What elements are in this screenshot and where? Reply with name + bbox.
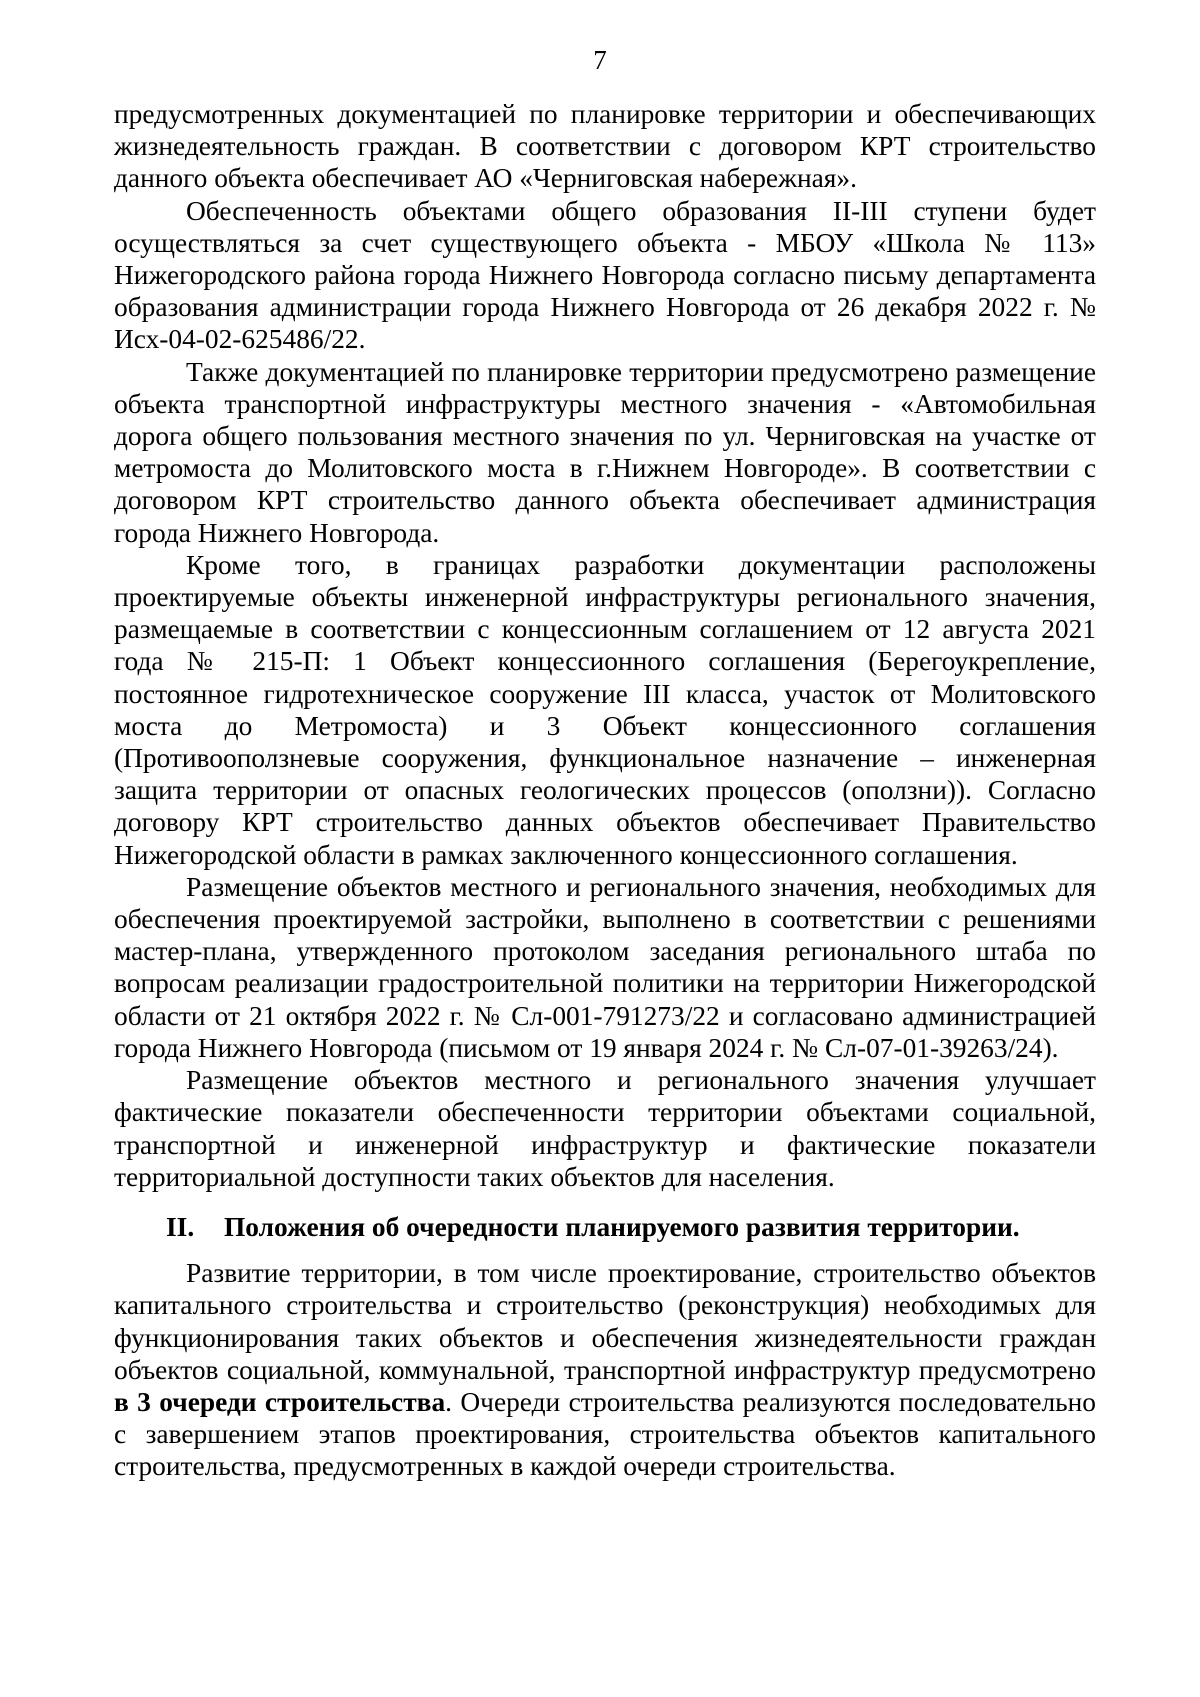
paragraph-text-before: Развитие территории, в том числе проектирование, строительство объектов капитального строительства и строительство (реконструкция) необходимых для функционирования таких объектов и обеспечения жизнедеятельности граждан объектов социальной, коммунальной, транспортной инфраструктур предусмотрено: [114, 1258, 1096, 1385]
document-body: [114, 98, 1096, 1483]
paragraph-continuation: предусмотренных документацией по планировке территории и обеспечивающих жизнедеятельность граждан. В соответствии с договором КРТ строительство данного объекта обеспечивает АО «Черниговская набережная».: [114, 99, 1096, 194]
paragraph-engineering: Кроме того, в границах разработки документации расположены проектируемые объекты инженерной инфраструктуры регионального значения, размещаемые в соответствии с концессионным соглашением от 12 августа 2021 года № 215-П: 1 Объект концессионного соглашения (Берегоукрепление, постоянное гидротехническое сооружение III класса, участок от Молитовского моста до Метромоста) и 3 Объект концессионного соглашения (Противооползневые сооружения, функциональное назначение – инженерная защита территории от опасных геологических процессов (оползни)). Согласно договору КРТ строительство данных объектов обеспечивает Правительство Нижегородской области в рамках заключенного концессионного соглашения.: [114, 549, 1096, 870]
paragraph-text-after: . Очереди строительства реализуются последовательно с завершением этапов проектирования, строительства объектов капитального строительства, предусмотренных в каждой очереди строительства.: [114, 1386, 1096, 1482]
section-number: II.: [166, 1211, 195, 1242]
section-title: Положения об очередности планируемого развития территории.: [224, 1211, 1020, 1242]
paragraph-transport: Также документацией по планировке территории предусмотрено размещение объекта транспортной инфраструктуры местного значения - «Автомобильная дорога общего пользования местного значения по ул. Черниговская на участке от метромоста до Молитовского моста в г.Нижнем Новгороде». В соответствии с договором КРТ строительство данного объекта обеспечивает администрация города Нижнего Новгорода.: [114, 356, 1096, 548]
paragraph-construction-stages: [114, 1257, 1096, 1482]
page-number: 7: [593, 45, 607, 75]
section-heading: [114, 1211, 1096, 1243]
paragraph-indicators: Размещение объектов местного и регионального значения улучшает фактические показатели обеспеченности территории объектами социальной, транспортной и инженерной инфраструктур и фактические показатели территориальной доступности таких объектов для населения.: [114, 1065, 1096, 1192]
paragraph-education: Обеспеченность объектами общего образования II-III ступени будет осуществляться за счет существующего объекта - МБОУ «Школа № 113» Нижегородского района города Нижнего Новгорода согласно письму департамента образования администрации города Нижнего Новгорода от 26 декабря 2022 г. № Исх-04-02-625486/22.: [114, 195, 1096, 355]
paragraph-master-plan: Размещение объектов местного и регионального значения, необходимых для обеспечения проектируемой застройки, выполнено в соответствии с решениями мастер-плана, утвержденного протоколом заседания регионального штаба по вопросам реализации градостроительной политики на территории Нижегородской области от 21 октября 2022 г. № Сл-001-791273/22 и согласовано администрацией города Нижнего Новгорода (письмом от 19 января 2024 г. № Сл-07-01-39263/24).: [114, 871, 1096, 1063]
paragraph-text-bold: в 3 очереди строительства: [114, 1386, 446, 1417]
